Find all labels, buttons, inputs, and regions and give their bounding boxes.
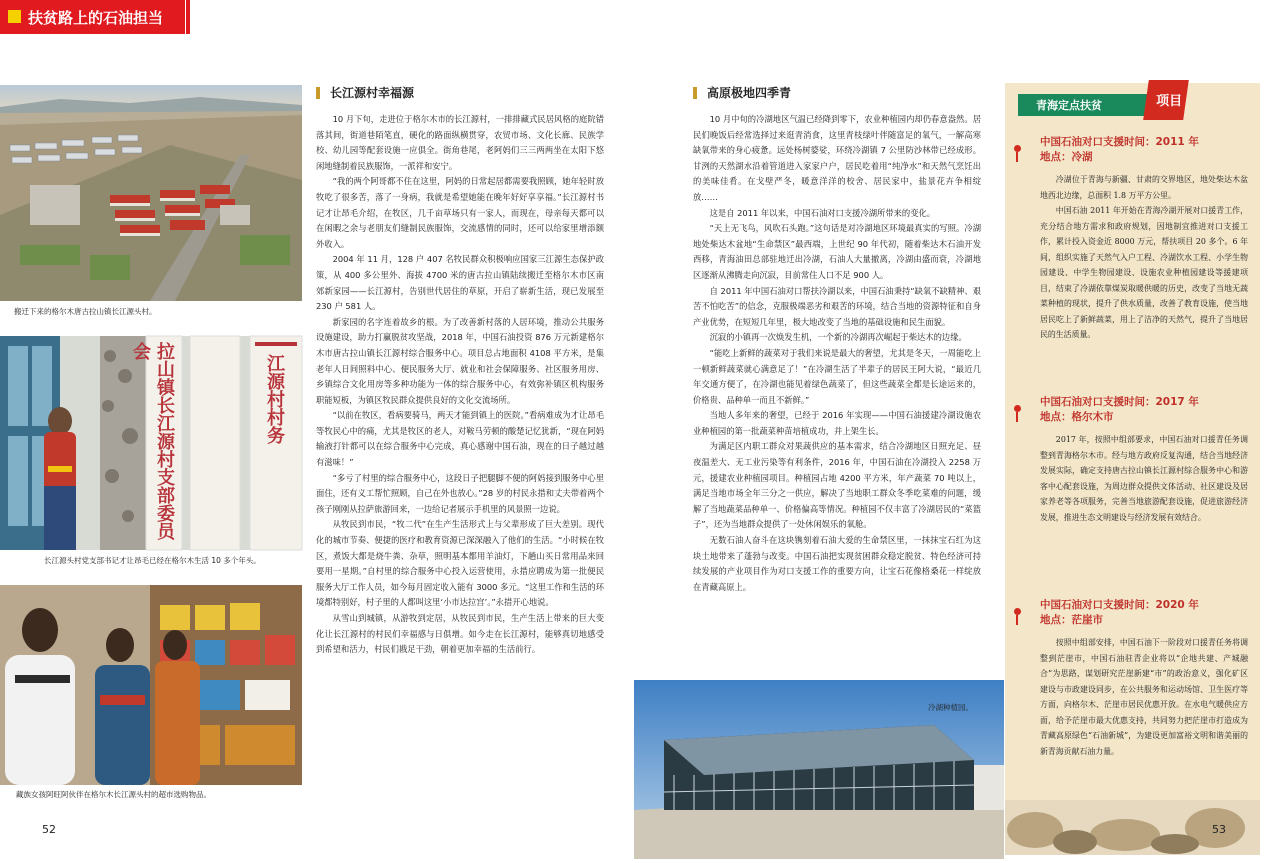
entry-location: 地点：格尔木市	[1040, 411, 1114, 423]
banner-square-icon	[8, 10, 21, 23]
entry-heading: 中国石油对口支援时间：2020 年	[1040, 599, 1199, 611]
paragraph: “我的两个阿哥都不住在这里，阿妈的日常起居都需要我照顾，她年轻时放牧吃了很多苦，落了一身病，我就是希望她能在晚年好好享享福。”长江源村书记才让昂毛介绍，在牧区，几千亩草场只有一家人，而现在，母亲每天都可以在闲暇之余与老朋友们缝制民族服饰，交流感情的同时，还可以给家里增添额外收入。	[316, 176, 604, 249]
photo-party-secretary	[0, 336, 302, 550]
photo1-caption: 搬迁下来的格尔木唐古拉山镇长江源头村。	[14, 307, 157, 316]
paragraph: 从雪山到城镇，从游牧到定居，从牧民到市民，生产生活上带来的巨大变化让长江源村的村民们幸福感与日俱增。如今走在长江源村，能够真切地感受到希望和活力，村民们戡足干劲，朝着更加幸福的生活前行。	[316, 613, 604, 655]
section-marker	[693, 87, 697, 99]
entry-marker-icon	[1014, 405, 1021, 412]
right-article-body	[693, 112, 981, 674]
photo3-caption: 藏族女孩阿旺阿伙伴在格尔木长江源头村的超市选购物品。	[16, 790, 211, 799]
paragraph: 当地人多年来的奢望，已经于 2016 年实现——中国石油援建冷湖设施农业种植园的第一批蔬菜种苗培植成功，并上架生长。	[693, 410, 981, 436]
entry-location: 地点：冷湖	[1040, 151, 1093, 163]
paragraph: “以前在牧区，看病要骑马，两天才能到镇上的医院。”看病难成为才让昂毛等牧民心中的痛，尤其是牧区的老人，对鞍马劳顿的酸楚记忆犹新，“现在阿妈输液打针都可以在综合服务中心完成，真心感谢中国石油，现在的日子越过越有滋味！”	[316, 410, 604, 468]
entry-body: 冷湖位于青海与新疆、甘肃的交界地区，地处柴达木盆地西北边缘，总面积 1.8 万平方公里。 中国石油 2011 年开始在青海冷湖开展对口援青工作，充分结合地方需求和政府规划，因地制宜推进对口支援工作，累计投入资金近 8000 万元，帮扶项目 20 多个。6 年间，组织实施了天然气入户工程、冷湖饮水工程、小学生物园建设、中学生物园建设、设施农业种植园建设等援建项目，结束了冷湖依靠煤炭取暖供暖的历史，改变了当地无蔬菜种植的现状，提升了供水质量，改善了教育设施，使当地居民吃上了新鲜蔬菜，用上了洁净的天然气，提升了当地居民的生活质量。	[1040, 175, 1248, 339]
paragraph: “能吃上新鲜的蔬菜对于我们来说是最大的奢望，尤其是冬天，一周能吃上一顿新鲜蔬菜就心满意足了！”在冷湖生活了半辈子的居民王阿大说，“最近几年交通方便了，在冷湖也能见着绿色蔬菜了，但这些蔬菜全都是长途运来的，价格贵、品种单一而且不新鲜。”	[693, 347, 981, 405]
greenhouse-caption: 冷湖种植园。	[928, 703, 973, 712]
sidebar-tag-label: 项目	[1156, 94, 1183, 109]
right-section-title: 高原极地四季青	[693, 84, 791, 101]
entry-body: 按照中组部安排，中国石油下一阶段对口援青任务将调整到茫崖市，中国石油驻青企业将以“企地共建、产城融合”为思路，谋划研究茫崖新建“市”的政治意义，强化矿区建设与市政建设同步，在公共服务和运动场馆、卫生医疗等方面，向格尔木、茫崖市居民优惠开放。在水电气暖供应方面，给予茫崖市最大优惠支持，共同努力把茫崖市打造成为青藏高原绿色“石油新城”，为建设更加富裕文明和谐美丽的新青海贡献石油力量。	[1040, 638, 1248, 756]
paragraph: 新家园的名字连着故乡的根。为了改善新村落的人居环境，推动公共服务设施建设，助力打赢脱贫攻坚战，2018 年，中国石油投资 876 万元新建格尔木市唐古拉山镇长江源村综合服务中心。项目总占地面积 4108 平方米，是集老年人日间照料中心、便民服务大厅、就业和社会保障服务、社区服务用房、乡镇综合文化用房等多种功能为一体的综合服务中心，有效弥补镇区机构服务职能短板，为镇区牧民群众提供良好的文化交流场所。	[316, 316, 604, 405]
entry-heading: 中国石油对口支援时间：2017 年	[1040, 396, 1199, 408]
sidebar-tag	[1143, 80, 1189, 120]
left-section-title: 长江源村幸福源	[316, 84, 414, 101]
paragraph: 10 月下旬，走进位于格尔木市的长江源村，一排排藏式民居风格的庭院错落其间，街道巷陌笔直，硬化的路面纵横贯穿，农贸市场、文化长廊、民族学校、幼儿园等配套设施一应俱全。街角巷尾，老阿妈们三三两两坐在太阳下悠闲地缝制着民族服饰，一派祥和安宁。	[316, 114, 604, 171]
entry-location: 地点：茫崖市	[1040, 614, 1103, 626]
paragraph: 无数石油人奋斗在这块镌刻着石油大爱的生命禁区里，一抹抹宝石红为这块土地带来了蓬勃与改变。中国石油把实现贫困群众稳定脱贫、特色经济可持续发展的产业项目作为对口支援工作的重要方向，让宝石花像格桑花一样绽放在青藏高原上。	[693, 535, 981, 592]
photo-greenhouse	[634, 680, 1004, 859]
page-number-right: 53	[1212, 823, 1226, 836]
entry-marker-icon	[1014, 608, 1021, 615]
paragraph: “天上无飞鸟，风吹石头跑。”这句话是对冷湖地区环境最真实的写照。冷湖地处柴达木盆地“生命禁区”最西端，上世纪 90 年代初，随着柴达木石油开发西移，青海油田总部驻地迁出冷湖，石油人大量撤离，冷湖由盛而衰，冷湖地区逐渐从沸腾走向沉寂，目前常住人口不足 900 人。	[693, 223, 981, 280]
paragraph: 这是自 2011 年以来，中国石油对口支援冷湖所带来的变化。	[709, 207, 936, 218]
paragraph: 从牧民到市民，“牧二代”在生产生活形式上与父辈形成了巨大差别。现代化的城市节奏、便捷的医疗和教育资源已深深融入了他们的生活。“小时候在牧区，煮饭大都是烧牛粪、杂草，照明基本都用羊油灯，下趟山买日常用品来回要用一星期。”自村里的综合服务中心投入运营使用，永措应聘成为第一批便民服务大厅工作人员，如今每月固定收入能有 3000 多元。“这里工作和生活的环境都特别好，村子里的人都叫这里‘小市达拉宫’。”永措开心地说。	[316, 519, 604, 608]
banner-title: 扶贫路上的石油担当	[28, 9, 164, 27]
paragraph: 为满足区内职工群众对果蔬供应的基本需求，结合冷湖地区日照充足、昼夜温差大、无工业污染等有利条件，2016 年，中国石油在冷湖投入 2258 万元，援建农业种植园项目。种植园占地 4200 平方米，年产蔬菜 70 吨以上，满足当地市场全年三分之一供应，解决了当地职工群众冬季吃菜难的问题，缓解了当地蔬菜品种单一、价格偏高等情况。种植园不仅丰富了冷湖居民的“菜篮子”，还为当地群众提供了一处休闲娱乐的氧舱。	[693, 441, 981, 530]
entry-marker-icon	[1014, 145, 1021, 152]
page-number-left: 52	[42, 823, 56, 836]
paragraph: “多亏了村里的综合服务中心，这段日子把腿脚不便的阿妈接到服务中心里面住，还有义工帮忙照顾，自己在外也放心。”28 岁的村民永措和丈夫带着两个孩子刚刚从拉萨旅游回来，一边给记者展示手机里的风景照一边说。	[316, 472, 604, 514]
sign-text-left: 拉山镇长江源村支部委员会	[130, 342, 175, 540]
paragraph: 10 月中旬的冷湖地区气温已经降到零下，农业种植园内却仍春意盎然。居民们晚饭后经常选择过来逛青消食，这里青枝绿叶伴随富足的氧气，一解高寒缺氧带来的身心疲惫。远处杨树婆娑，环绕冷湖镇 7 公里防沙林带已经成形。甘洌的天然湖水沿着管道进入家家户户，居民吃着用“纯净水”和天然气烹饪出的美味佳肴。在戈壁严冬，暖意洋洋的校舍、居民家中，盐景花卉争相绽放……	[693, 114, 981, 202]
section-marker	[316, 87, 320, 99]
photo-shopping	[0, 585, 302, 785]
photo-village-aerial	[0, 85, 302, 301]
paragraph: 2004 年 11 月，128 户 407 名牧民群众积极响应国家三江源生态保护政策，从 400 多公里外、海拔 4700 米的唐古拉山镇陆续搬迁至格尔木市区南郊新家园——长江源村，告别世代居住的草原，开启了崭新生活，现已发展至 230 户 581 人。	[316, 254, 604, 312]
paragraph: 自 2011 年中国石油对口帮扶冷湖以来，中国石油秉持“缺氧不缺精神、艰苦不怕吃苦”的信念，克服极端恶劣和艰苦的环境，结合当地的资源特征和自身产业优势，在短短几年里，极大地改变了当地的基础设施和民生面貌。	[693, 285, 981, 327]
header-banner	[0, 0, 185, 34]
paragraph: 沉寂的小镇再一次焕发生机，一个新的冷湖再次崛起于柴达木的边缘。	[709, 332, 967, 343]
sidebar-title: 青海定点扶贫	[1036, 99, 1102, 112]
entry-heading: 中国石油对口支援时间：2011 年	[1040, 136, 1199, 148]
photo2-caption: 长江源头村党支部书记才让昂毛已经在格尔木生活 10 多个年头。	[44, 556, 261, 565]
entry-body: 2017 年，按照中组部要求，中国石油对口援青任务调整到青海格尔木市。经与地方政府反复沟通，结合当地经济发展实际，确定支持唐古拉山镇长江源村综合服务中心和游客中心配套设施，为周边群众提供文体活动、社区建设及居家养老等各项服务，完善当地旅游配套设施，促进旅游经济发展，推进生态文明建设与经济发展有效结合。	[1040, 435, 1248, 522]
sign-text-right: 江源村村务	[264, 354, 285, 444]
left-article-body	[316, 112, 604, 827]
